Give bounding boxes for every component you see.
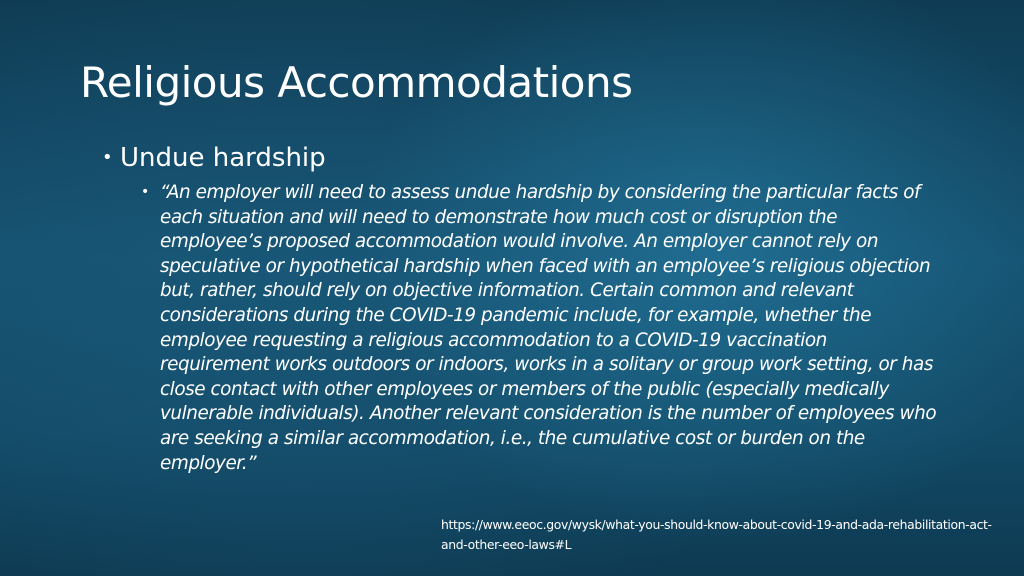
- sub-bullet-dot-icon: •: [141, 184, 150, 200]
- bullet-label: Undue hardship: [120, 143, 326, 173]
- slide-title: Religious Accommodations: [80, 58, 633, 107]
- sub-bullet-quote: [141, 181, 941, 476]
- quote-text: “An employer will need to assess undue hardship by considering the particular facts of each situation and will need to demonstrate how much cost or disruption the employee’s proposed accommodation would involve. An employer cannot rely on speculative or hypothetical hardship when faced with an employee’s religious objection but, rather, should rely on objective information. Certain common and relevant considerations during the COVID-19 pandemic include, for example, whether the employee requesting a religious accommodation to a COVID-19 vaccination requirement works outdoors or indoors, works in a solitary or group work setting, or has close contact with other employees or members of the public (especially medically vulnerable individuals). Another relevant consideration is the number of employees who are seeking a similar accommodation, i.e., the cumulative cost or burden on the employer.”: [160, 182, 937, 474]
- bullet-dot-icon: •: [102, 147, 113, 168]
- bullet-undue-hardship: [102, 143, 326, 173]
- source-link[interactable]: https://www.eeoc.gov/wysk/what-you-should-know-about-covid-19-and-ada-rehabilitation-act-and-other-eeo-laws#L: [441, 517, 992, 552]
